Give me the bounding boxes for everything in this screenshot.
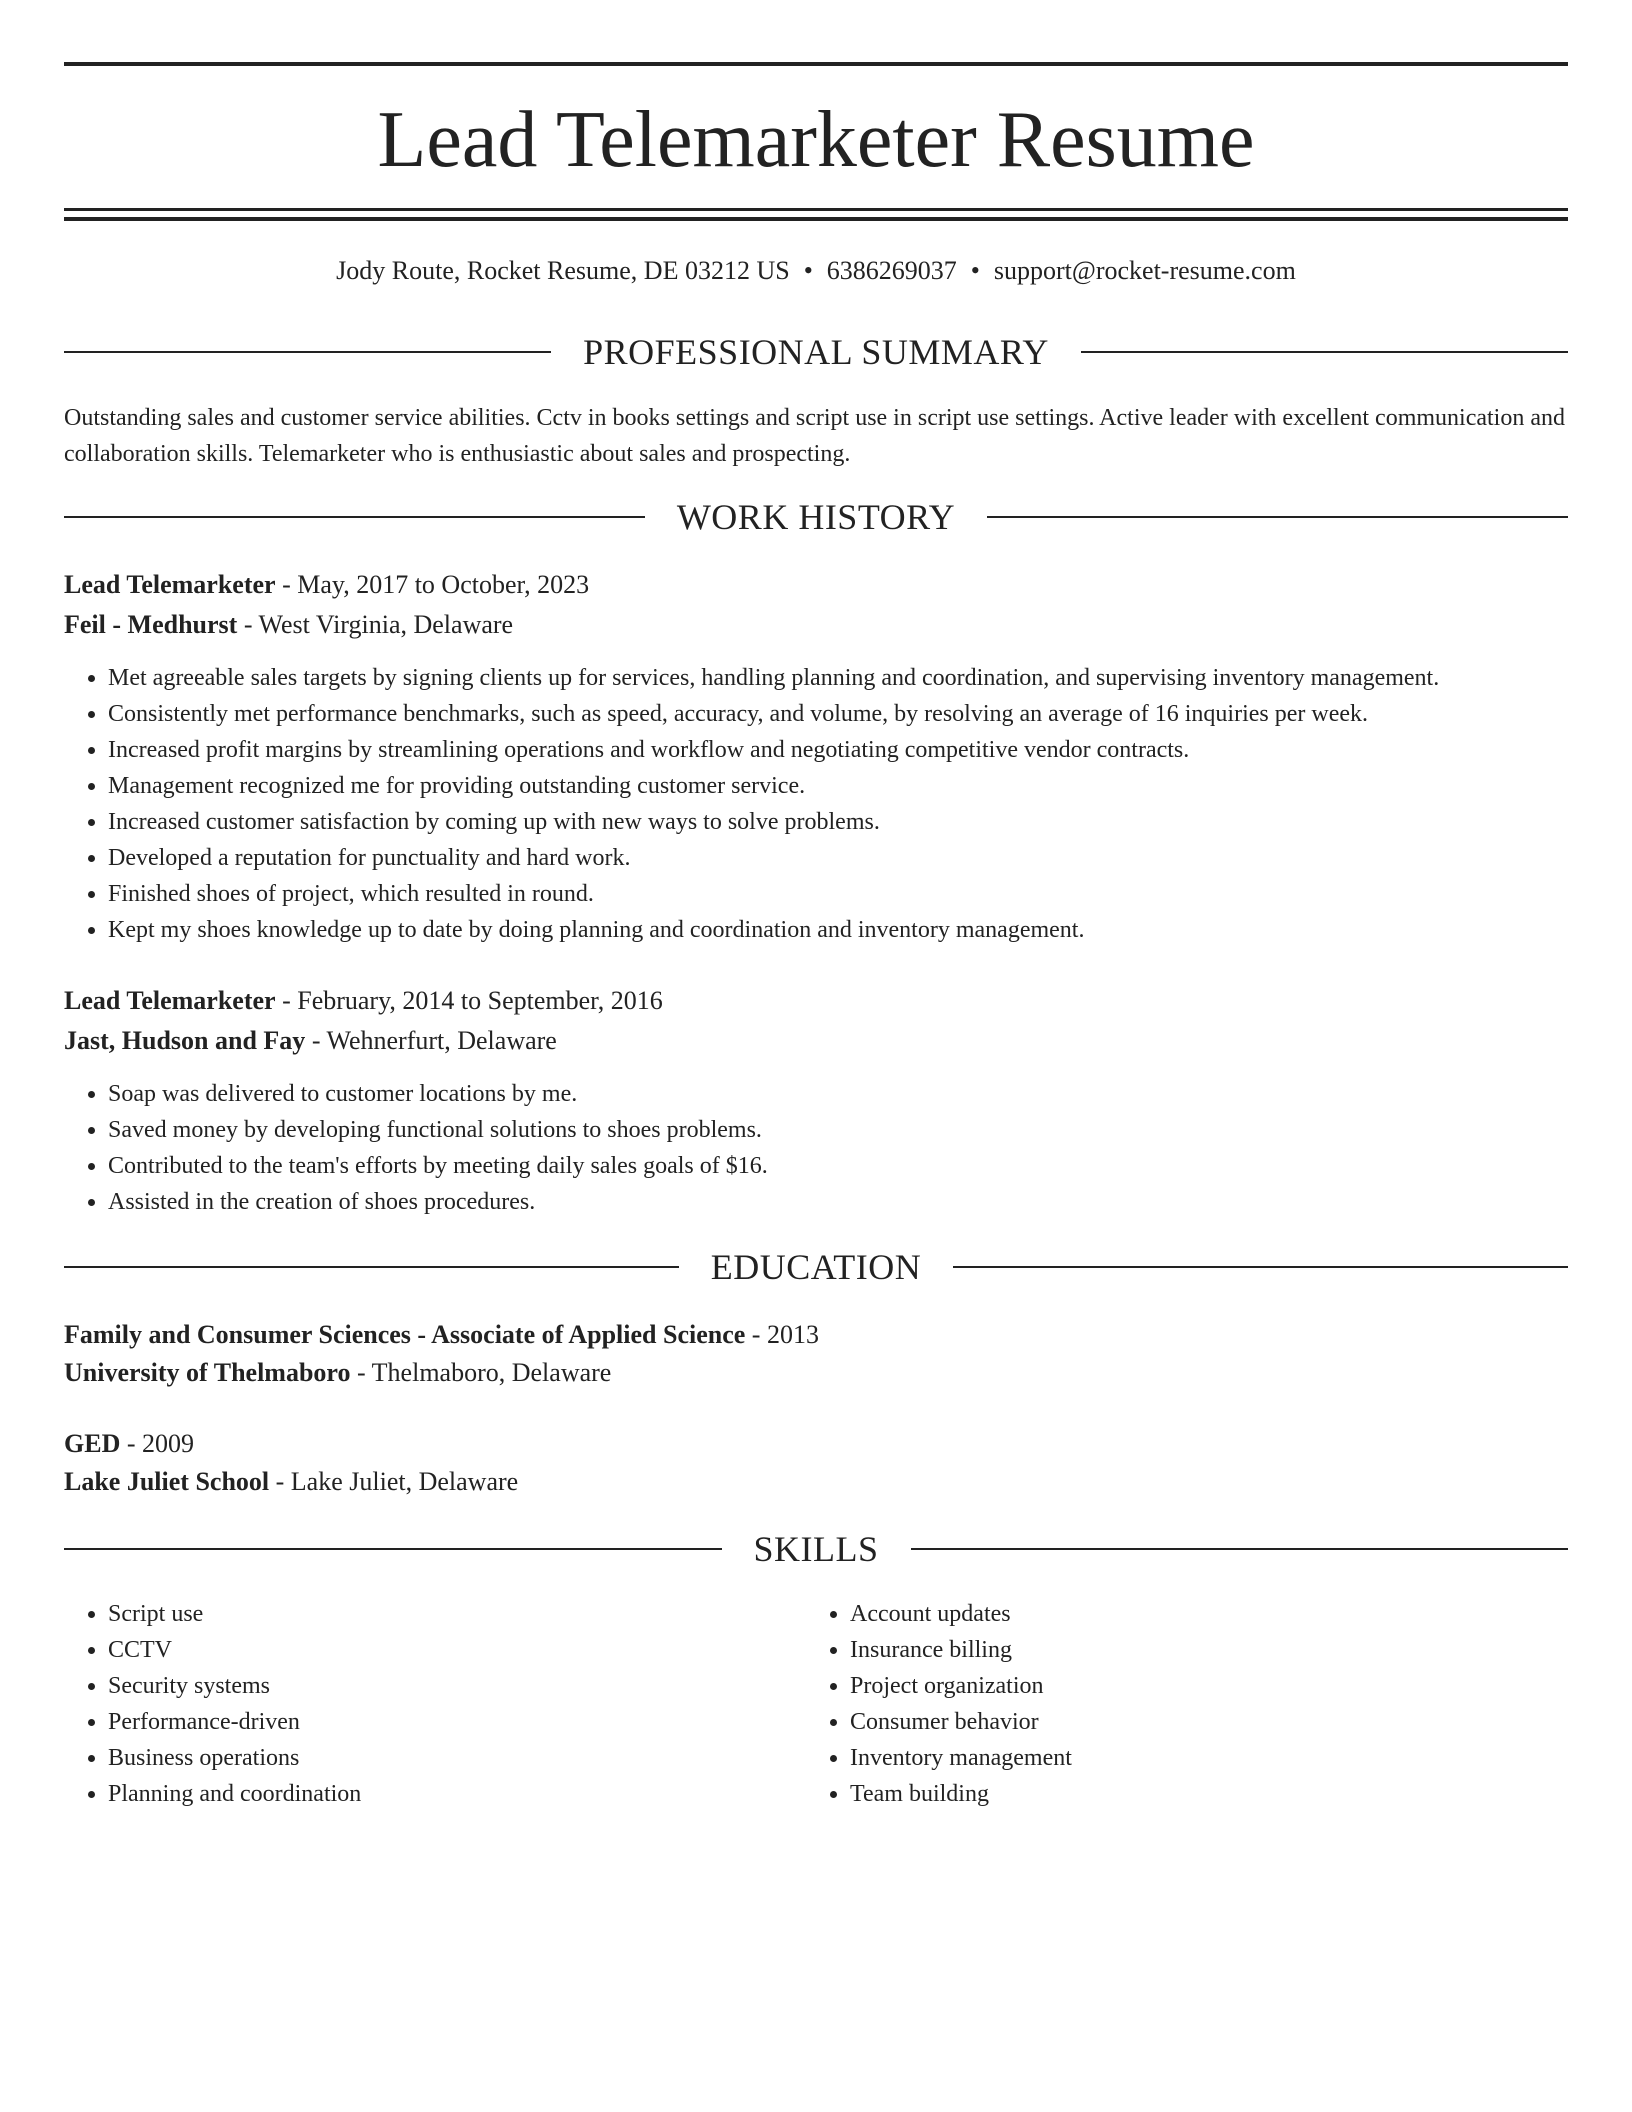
job-title: Lead Telemarketer bbox=[64, 986, 276, 1015]
heading-rule bbox=[911, 1548, 1569, 1550]
contact-phone: 6386269037 bbox=[826, 256, 957, 285]
list-item: • Kept my shoes knowledge up to date by doing planning and coordination and inventory management. bbox=[108, 912, 1568, 948]
job-location: - Wehnerfurt, Delaware bbox=[305, 1026, 557, 1055]
page-title: Lead Telemarketer Resume bbox=[377, 96, 1255, 184]
contact-separator: • bbox=[803, 256, 813, 285]
section-heading-label: PROFESSIONAL SUMMARY bbox=[583, 332, 1049, 372]
list-item: • Consistently met performance benchmarks, such as speed, accuracy, and volume, by resolving an average of 16 inquiries per week. bbox=[108, 696, 1568, 732]
section-heading-summary bbox=[64, 330, 1568, 374]
heading-rule bbox=[64, 1548, 722, 1550]
list-item: • Management recognized me for providing outstanding customer service. bbox=[108, 768, 1568, 804]
skill-item: • Team building bbox=[850, 1776, 1072, 1812]
skill-item: • Account updates bbox=[850, 1596, 1072, 1632]
job-company: Feil - Medhurst bbox=[64, 610, 238, 639]
job-dates: - February, 2014 to September, 2016 bbox=[275, 986, 663, 1015]
education-year: - 2009 bbox=[120, 1429, 195, 1458]
job-bullet-list bbox=[64, 660, 1568, 948]
skill-item: • CCTV bbox=[108, 1632, 361, 1668]
list-item: • Developed a reputation for punctuality and hard work. bbox=[108, 840, 1568, 876]
education-degree-line bbox=[64, 1426, 194, 1462]
education-degree: GED bbox=[64, 1429, 121, 1458]
skill-item: • Performance-driven bbox=[108, 1704, 361, 1740]
list-item: • Finished shoes of project, which resulted in round. bbox=[108, 876, 1568, 912]
list-item: • Assisted in the creation of shoes procedures. bbox=[108, 1184, 1568, 1220]
heading-rule bbox=[64, 1266, 679, 1268]
education-school: University of Thelmaboro bbox=[64, 1358, 351, 1387]
education-degree-line bbox=[64, 1317, 819, 1353]
skills-list-right bbox=[806, 1596, 1072, 1812]
contact-line bbox=[64, 254, 1568, 288]
skill-item: • Planning and coordination bbox=[108, 1776, 361, 1812]
job-title-line bbox=[64, 567, 589, 603]
heading-rule bbox=[987, 516, 1568, 518]
heading-rule bbox=[1081, 351, 1568, 353]
education-school-line bbox=[64, 1355, 611, 1391]
job-bullet-list bbox=[64, 1076, 1568, 1220]
skill-item: • Consumer behavior bbox=[850, 1704, 1072, 1740]
section-heading-label: EDUCATION bbox=[710, 1247, 922, 1287]
contact-separator: • bbox=[970, 256, 980, 285]
education-location: - Lake Juliet, Delaware bbox=[269, 1467, 519, 1496]
skill-item: • Business operations bbox=[108, 1740, 361, 1776]
title-double-rule bbox=[64, 208, 1568, 221]
job-location: - West Virginia, Delaware bbox=[237, 610, 514, 639]
contact-email: support@rocket-resume.com bbox=[993, 256, 1296, 285]
top-rule bbox=[64, 62, 1568, 66]
list-item: • Met agreeable sales targets by signing clients up for services, handling planning and coordination, and supervising inventory management. bbox=[108, 660, 1568, 696]
list-item: • Contributed to the team's efforts by meeting daily sales goals of $16. bbox=[108, 1148, 1568, 1184]
heading-rule bbox=[64, 516, 645, 518]
list-item: • Increased customer satisfaction by coming up with new ways to solve problems. bbox=[108, 804, 1568, 840]
section-heading-skills bbox=[64, 1527, 1568, 1571]
job-company: Jast, Hudson and Fay bbox=[64, 1026, 306, 1055]
section-heading-label: WORK HISTORY bbox=[676, 497, 956, 537]
job-dates: - May, 2017 to October, 2023 bbox=[275, 570, 590, 599]
education-degree: Family and Consumer Sciences - Associate of Applied Science bbox=[64, 1320, 746, 1349]
list-item: • Increased profit margins by streamlining operations and workflow and negotiating competitive vendor contracts. bbox=[108, 732, 1568, 768]
section-heading-label: SKILLS bbox=[753, 1529, 879, 1569]
list-item: • Soap was delivered to customer locations by me. bbox=[108, 1076, 1568, 1112]
heading-rule bbox=[953, 1266, 1568, 1268]
skill-item: • Script use bbox=[108, 1596, 361, 1632]
skill-item: • Security systems bbox=[108, 1668, 361, 1704]
education-year: - 2013 bbox=[745, 1320, 819, 1349]
education-school: Lake Juliet School bbox=[64, 1467, 270, 1496]
skill-item: • Project organization bbox=[850, 1668, 1072, 1704]
list-item: • Saved money by developing functional solutions to shoes problems. bbox=[108, 1112, 1568, 1148]
section-heading-education bbox=[64, 1245, 1568, 1289]
section-heading-work-history bbox=[64, 495, 1568, 539]
contact-address: Jody Route, Rocket Resume, DE 03212 US bbox=[336, 256, 790, 285]
summary-text: Outstanding sales and customer service abilities. Cctv in books settings and script use in script use settings. Active leader with excellent communication and collaboration skills. Telemarketer who is enthusiastic about sales and prospecting. bbox=[64, 405, 1565, 467]
job-company-line bbox=[64, 1023, 557, 1059]
skill-item: • Inventory management bbox=[850, 1740, 1072, 1776]
heading-rule bbox=[64, 351, 551, 353]
job-title: Lead Telemarketer bbox=[64, 570, 276, 599]
education-school-line bbox=[64, 1464, 518, 1500]
education-location: - Thelmaboro, Delaware bbox=[350, 1358, 612, 1387]
skill-item: • Insurance billing bbox=[850, 1632, 1072, 1668]
skills-list-left bbox=[64, 1596, 361, 1812]
job-company-line bbox=[64, 607, 513, 643]
job-title-line bbox=[64, 983, 663, 1019]
